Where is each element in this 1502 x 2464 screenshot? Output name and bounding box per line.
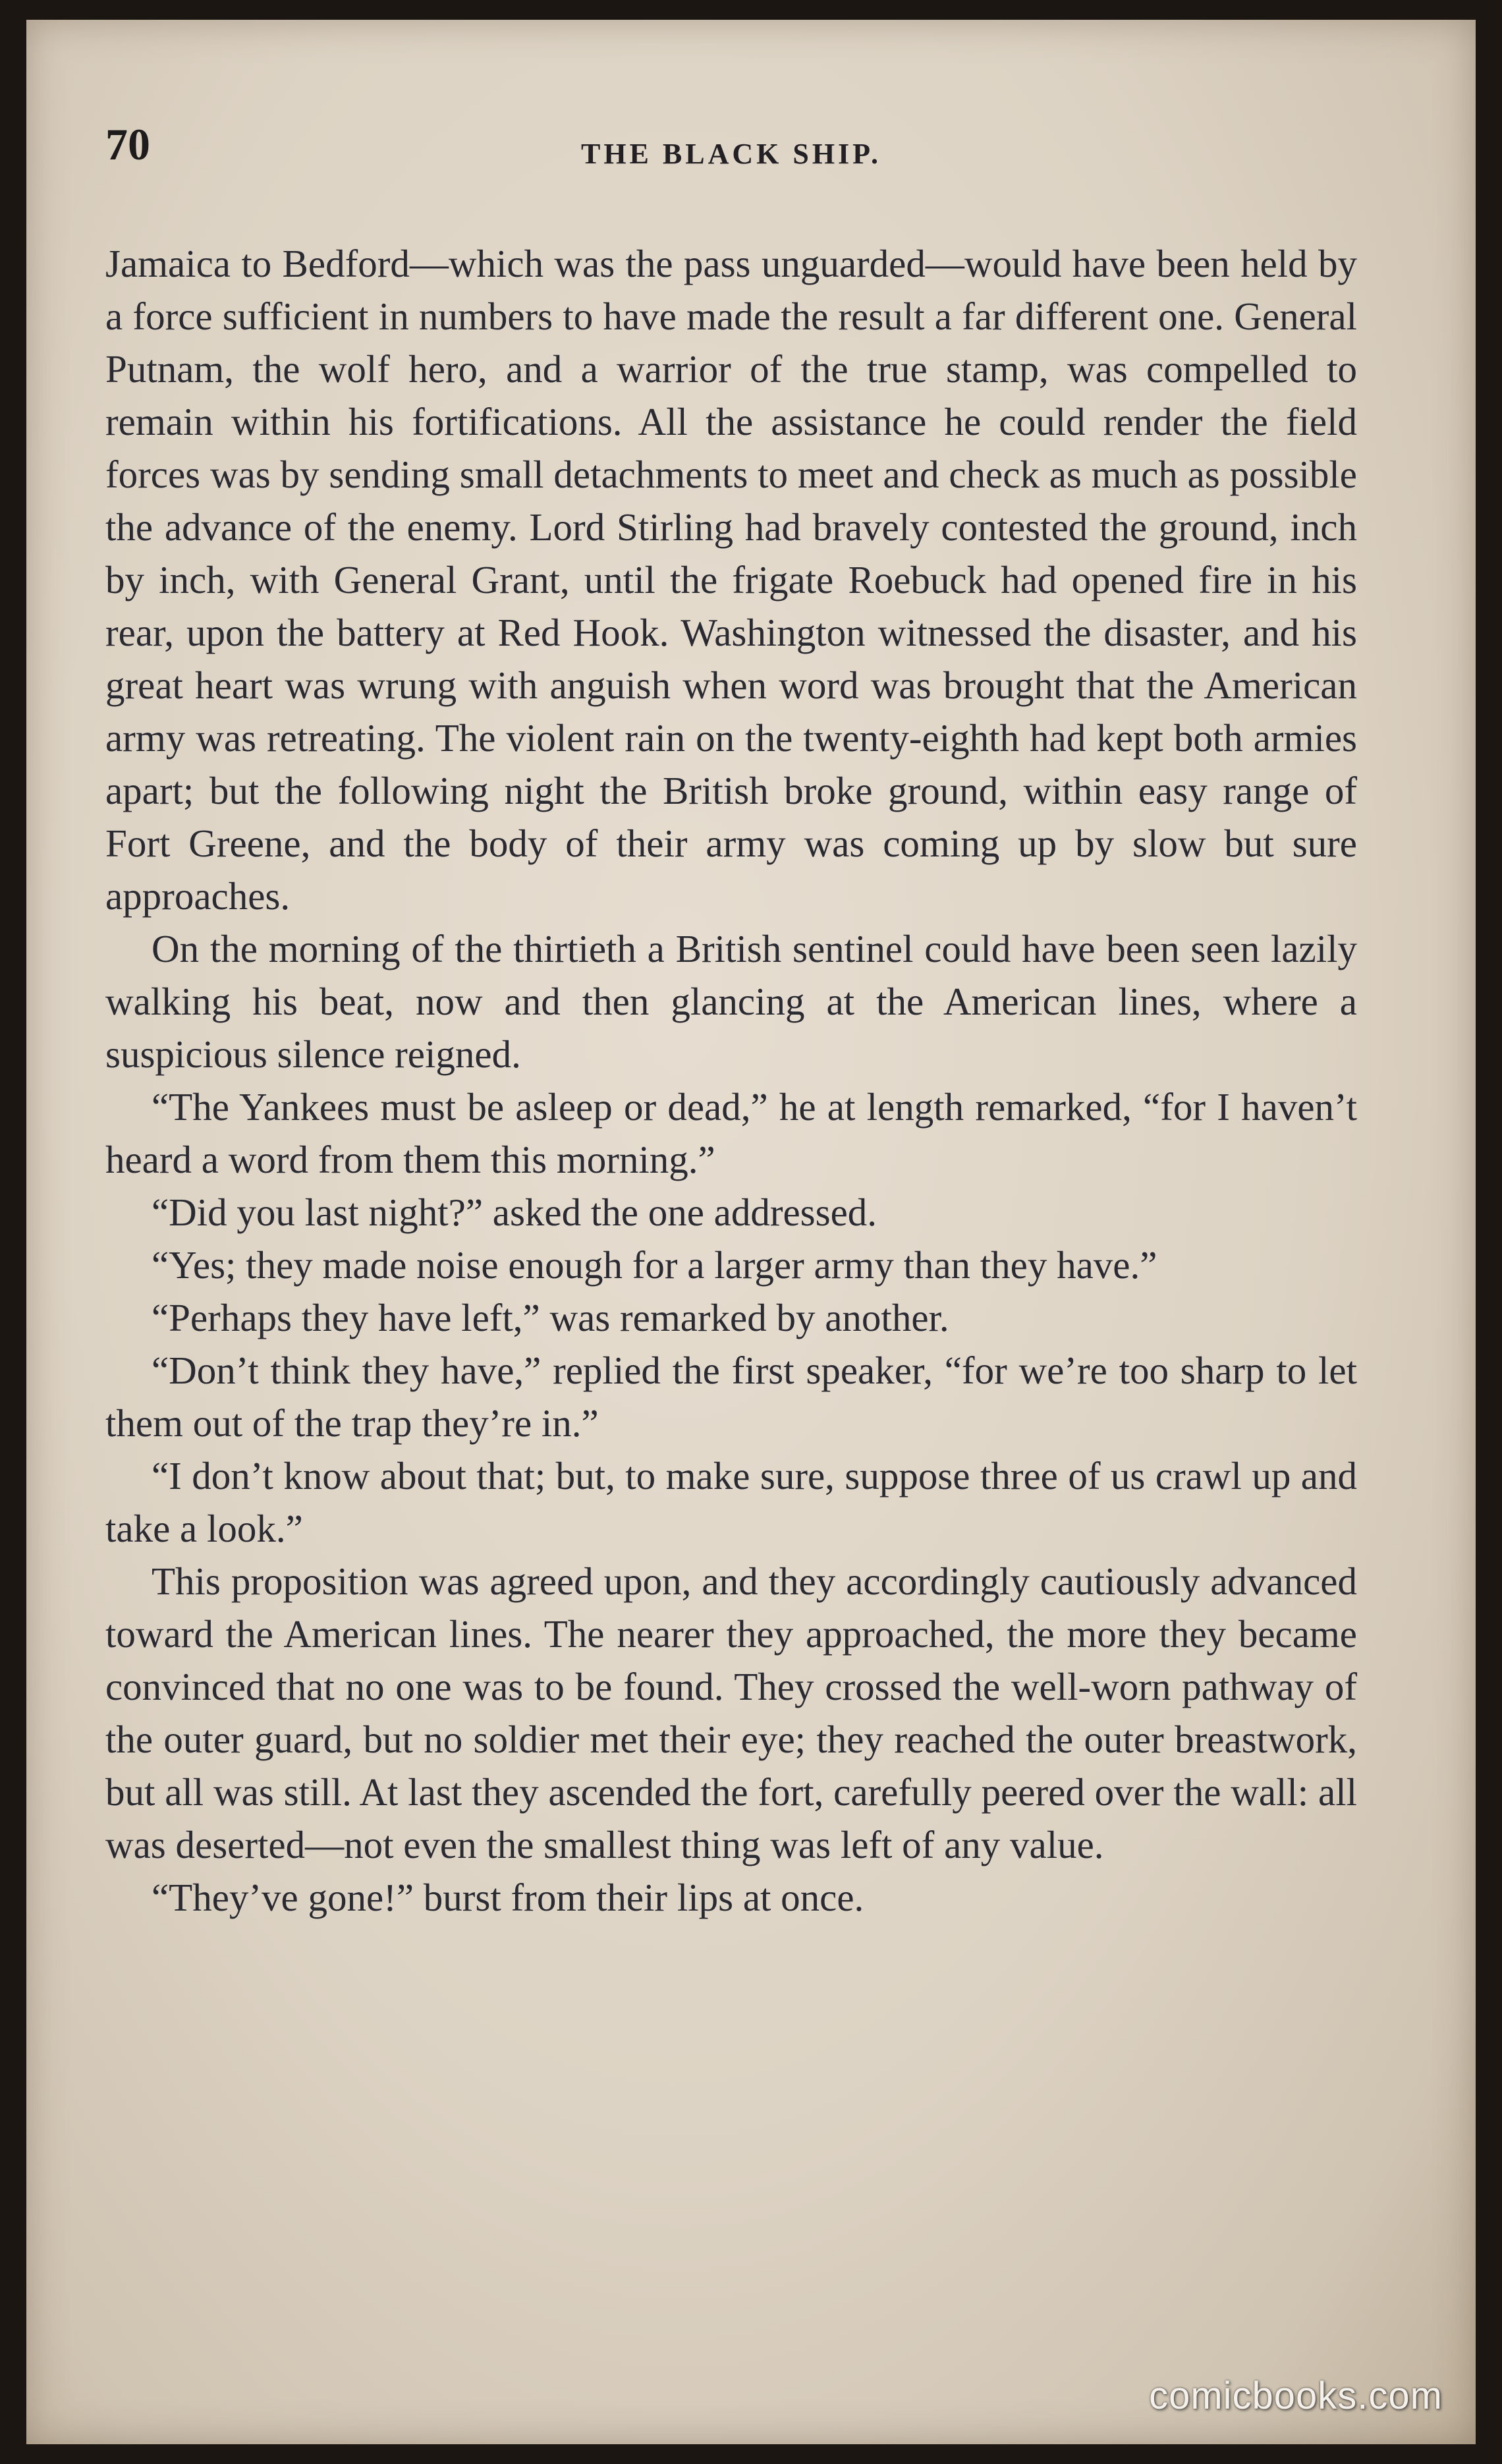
paragraph: “Did you last night?” asked the one addressed.: [152, 1190, 877, 1234]
paragraph: “I don’t know about that; but, to make sure, suppose three of us crawl up and take a look.”: [105, 1454, 1357, 1550]
paragraph: On the morning of the thirtieth a British sentinel could have been seen lazily walking his beat, now and then glancing at the American lines, where a suspicious silence reigned.: [105, 927, 1357, 1076]
page-header: [105, 119, 1357, 191]
running-title: THE BLACK SHIP.: [580, 138, 882, 170]
paragraph: Jamaica to Bedford—which was the pass unguarded—would have been held by a force sufficient in numbers to have made the result a far different one. General Putnam, the wolf hero, and a warrior of the true stamp, was compelled to remain within his fortifications. All the assistance he could render the field forces was by sending small detachments to meet and check as much as possible the advance of the enemy. Lord Stirling had bravely contested the ground, inch by inch, with General Grant, until the frigate Roebuck had opened fire in his rear, upon the battery at Red Hook. Washington witnessed the disaster, and his great heart was wrung with anguish when word was brought that the American army was retreating. The violent rain on the twenty-eighth had kept both armies apart; but the following night the British broke ground, within easy range of Fort Greene, and the body of their army was coming up by slow but sure approaches.: [105, 242, 1357, 918]
paragraph: “Perhaps they have left,” was remarked by another.: [152, 1296, 949, 1339]
paragraph: This proposition was agreed upon, and they accordingly cautiously advanced toward the American lines. The nearer they approached, the more they became convinced that no one was to be found. They crossed the well-worn pathway of the outer guard, but no soldier met their eye; they reached the outer breastwork, but all was still. At last they ascended the fort, carefully peered over the wall: all was deserted—not even the smallest thing was left of any value.: [105, 1559, 1357, 1866]
paragraph: “The Yankees must be asleep or dead,” he at length remarked, “for I haven’t heard a word from them this morning.”: [105, 1085, 1357, 1181]
body-text: [105, 237, 1357, 1924]
book-page: [26, 20, 1476, 2444]
paragraph: “They’ve gone!” burst from their lips at once.: [152, 1876, 864, 1919]
page-number: 70: [105, 119, 150, 169]
paragraph: “Don’t think they have,” replied the first speaker, “for we’re too sharp to let them out of the trap they’re in.”: [105, 1349, 1357, 1445]
site-watermark: comicbooks.com: [1149, 2374, 1443, 2417]
paragraph: “Yes; they made noise enough for a larger army than they have.”: [152, 1243, 1157, 1287]
